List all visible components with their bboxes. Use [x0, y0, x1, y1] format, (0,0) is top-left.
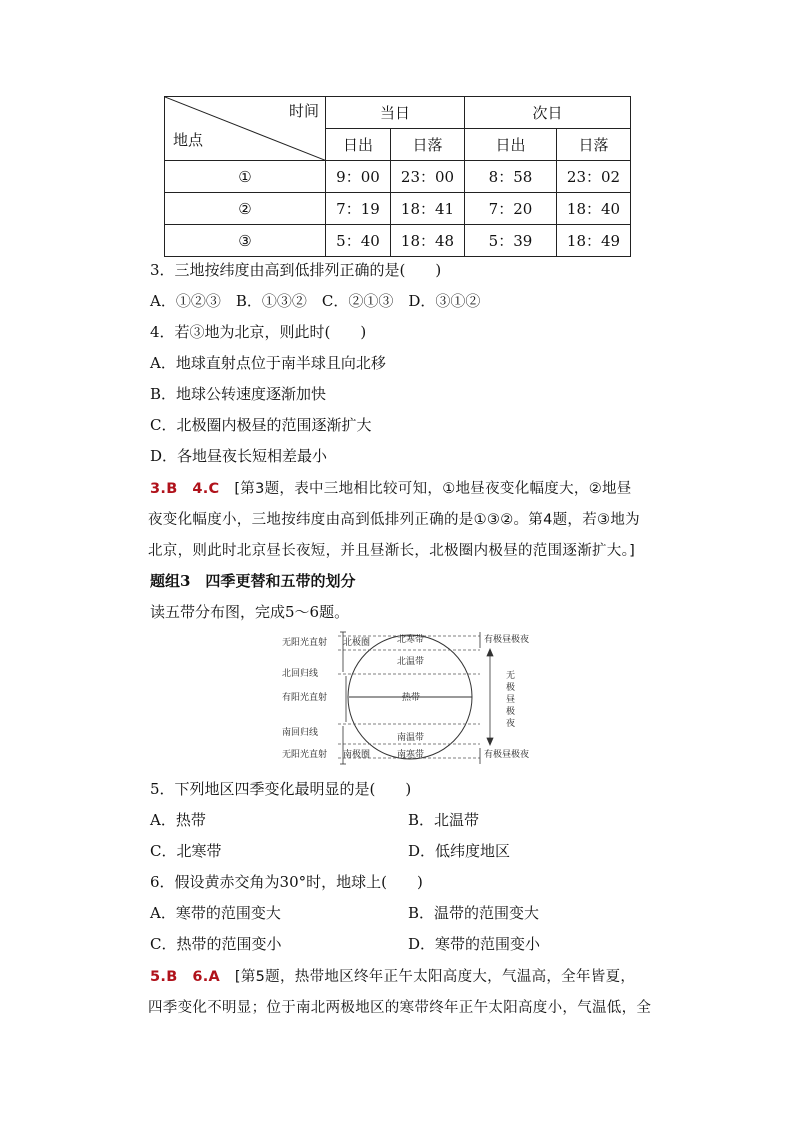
- question-5-stem: 5．下列地区四季变化最明显的是( ): [150, 780, 412, 798]
- time-cell: 18：41: [391, 193, 465, 225]
- label-no-polar-5: 夜: [506, 719, 516, 729]
- header-next-day: 次日: [465, 97, 631, 129]
- label-no-polar-3: 昼: [506, 695, 516, 705]
- label-north-frigid: 北寒带: [397, 635, 425, 645]
- label-polar-day-night-top: 有极昼极夜: [484, 635, 530, 645]
- label-polar-day-night-bottom: 有极昼极夜: [484, 750, 530, 760]
- label-direct-sun: 有阳光直射: [282, 693, 328, 703]
- answer-3-4-line-1: [150, 477, 632, 498]
- label-south-temperate: 南温带: [397, 733, 425, 743]
- question-5-option-b: B．北温带: [408, 811, 480, 829]
- label-tropic-cancer: 北回归线: [282, 669, 319, 679]
- time-cell: 18：40: [557, 193, 631, 225]
- time-cell: 5：39: [465, 225, 557, 257]
- question-6-option-d: D．寒带的范围变小: [408, 935, 541, 953]
- time-cell: 9：00: [326, 161, 391, 193]
- label-arctic-circle: 北极圈: [343, 638, 371, 648]
- place-cell: ③: [165, 225, 326, 257]
- header-sunrise-today: 日出: [326, 129, 391, 161]
- answer-3-4-line-3: 北京，则此时北京昼长夜短，并且昼渐长，北极圈内极昼的范围逐渐扩大。]: [148, 543, 636, 559]
- five-zones-diagram: [280, 628, 550, 768]
- answer-5-6-text-1: [第5题，热带地区终年正午太阳高度大，气温高，全年皆夏，: [234, 969, 636, 985]
- group-3-intro: 读五带分布图，完成5～6题。: [150, 603, 350, 621]
- answer-3-4-text-1: [第3题，表中三地相比较可知，①地昼夜变化幅度大，②地昼: [234, 481, 632, 497]
- label-no-sun-south: 无阳光直射: [282, 750, 328, 760]
- question-3-options: A．①②③ B．①③② C．②①③ D．③①②: [150, 292, 481, 310]
- time-cell: 18：49: [557, 225, 631, 257]
- answer-3-4-line-2: 夜变化幅度小，三地按纬度由高到低排列正确的是①③②。第4题，若③地为: [148, 512, 640, 528]
- answer-5-6-line-1: [150, 965, 635, 986]
- label-no-polar-1: 无: [506, 671, 516, 681]
- question-4-stem: 4．若③地为北京，则此时( ): [150, 323, 367, 341]
- header-today: 当日: [326, 97, 465, 129]
- question-4-option-a: A．地球直射点位于南半球且向北移: [150, 354, 386, 372]
- question-5-option-a: A．热带: [150, 811, 206, 829]
- time-cell: 23：00: [391, 161, 465, 193]
- time-cell: 5：40: [326, 225, 391, 257]
- label-north-temperate: 北温带: [397, 657, 425, 667]
- table-corner-cell: [165, 97, 326, 161]
- sunrise-sunset-table: [164, 96, 631, 257]
- label-antarctic-circle: 南极圈: [343, 750, 371, 760]
- header-sunrise-next: 日出: [465, 129, 557, 161]
- question-4-option-c: C．北极圈内极昼的范围逐渐扩大: [150, 416, 372, 434]
- answer-3-4-key: 3.B 4.C: [150, 481, 220, 497]
- question-5-option-c: C．北寒带: [150, 842, 222, 860]
- place-cell: ②: [165, 193, 326, 225]
- answer-5-6-key: 5.B 6.A: [150, 969, 221, 985]
- question-6-option-a: A．寒带的范围变大: [150, 904, 281, 922]
- question-4-option-d: D．各地昼夜长短相差最小: [150, 447, 328, 465]
- answer-5-6-line-2: 四季变化不明显；位于南北两极地区的寒带终年正午太阳高度小，气温低，全: [148, 1000, 652, 1016]
- header-sunset-next: 日落: [557, 129, 631, 161]
- label-no-polar-4: 极: [506, 707, 516, 717]
- question-3-stem: 3．三地按纬度由高到低排列正确的是( ): [150, 261, 442, 279]
- header-time: 时间: [288, 102, 319, 120]
- table-row: [165, 193, 631, 225]
- label-tropic-capricorn: 南回归线: [282, 728, 319, 738]
- place-cell: ①: [165, 161, 326, 193]
- time-cell: 23：02: [557, 161, 631, 193]
- label-south-frigid: 南寒带: [397, 750, 425, 760]
- label-no-polar-2: 极: [506, 683, 516, 693]
- label-no-sun-north: 无阳光直射: [282, 638, 328, 648]
- group-3-title: 题组3 四季更替和五带的划分: [150, 572, 356, 590]
- question-6-option-c: C．热带的范围变小: [150, 935, 282, 953]
- time-cell: 18：48: [391, 225, 465, 257]
- time-cell: 7：19: [326, 193, 391, 225]
- header-sunset-today: 日落: [391, 129, 465, 161]
- table-row: [165, 161, 631, 193]
- time-cell: 8：58: [465, 161, 557, 193]
- question-5-option-d: D．低纬度地区: [408, 842, 511, 860]
- question-6-stem: 6．假设黄赤交角为30°时，地球上( ): [150, 873, 423, 891]
- time-cell: 7：20: [465, 193, 557, 225]
- question-4-option-b: B．地球公转速度逐渐加快: [150, 385, 327, 403]
- table-row: [165, 225, 631, 257]
- header-place: 地点: [173, 131, 204, 149]
- label-tropical: 热带: [402, 693, 421, 703]
- question-6-option-b: B．温带的范围变大: [408, 904, 540, 922]
